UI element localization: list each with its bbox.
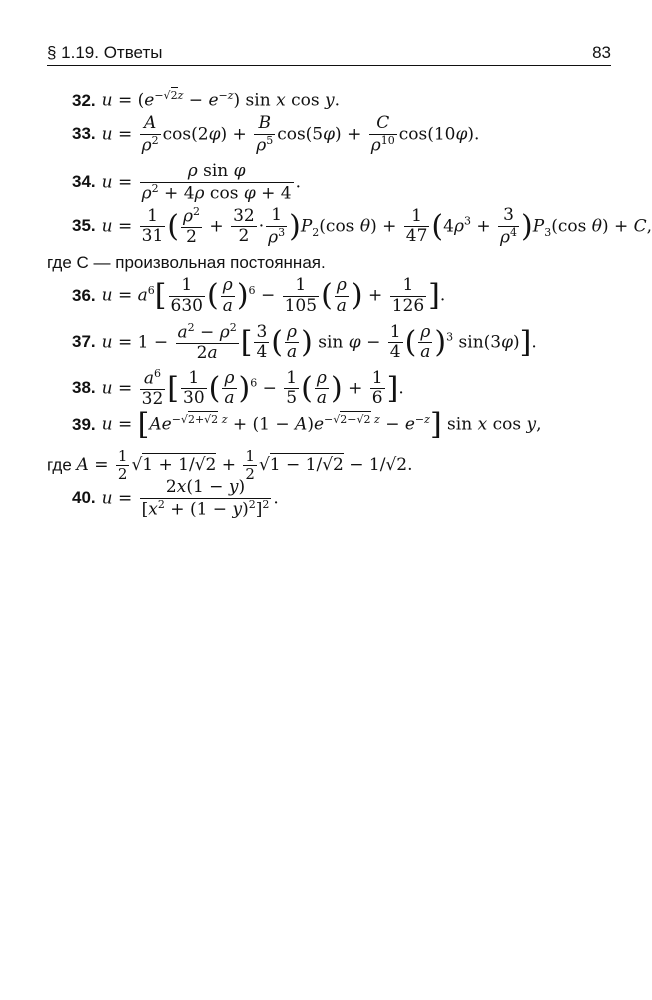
answer-32: 32. $u = (e^{-√2z} - e^{-z})$ sin x cos y.	[72, 89, 340, 111]
running-header	[47, 40, 611, 66]
answer-39: 39. $u = [Ae^{-√2+√2 z} + (1 - A)e^{-√2-√2 z} - e^{-z}]$ sin x cos y,	[72, 407, 542, 442]
answer-33: 33. u = $\frac{A}{\rho^2}$ cos(2φ) + $\frac{B}{\rho^5}$ cos(5φ) + $\frac{C}{\rho^{10}}$ cos(10φ).	[72, 113, 480, 156]
note-constant-a: где A = $\frac{1}{2}$ √1 + 1/√2 + $\frac{1}{2}$ √1 − 1/√2 − 1/√2.	[47, 447, 413, 484]
answer-number: 37.	[72, 332, 96, 352]
answer-number: 34.	[72, 172, 96, 192]
page-number: 83	[592, 43, 611, 62]
answer-number: 33.	[72, 124, 96, 144]
section-title: § 1.19. Ответы	[47, 43, 163, 62]
answer-number: 32.	[72, 90, 96, 110]
answer-38: 38. u = $\frac{a^6}{32}$ [ $\frac{1}{30}$ ( $\frac{\rho}{a}$ )$^6$ − $\frac{1}{5}$ ( $\frac{\rho}{a}$ ) + $\frac{1}{6}$ ].	[72, 367, 404, 410]
answer-number: 36.	[72, 285, 96, 305]
answer-40: 40. u = $\frac{2x(1 - y)}{[x^2 + (1 - y)^2]^2}$ .	[72, 477, 279, 520]
answer-35: 35. u = $\frac{1}{31}$ ( $\frac{\rho^2}{2}$ + $\frac{32}{2}$ · $\frac{1}{\rho^3}$ )$P_2(\cos$ θ) + $\frac{1}{47}$ ($4\rho^3$ + $\frac{3}{\rho^4}$ )$P_3(\cos$ θ) + C,	[72, 205, 652, 248]
note-arbitrary-constant: где C — произвольная постоянная.	[47, 253, 326, 272]
answer-37: 37. u = 1 − $\frac{a^2 - \rho^2}{2a}$ [ $\frac{3}{4}$ ( $\frac{\rho}{a}$ ) sin φ − $\frac{1}{4}$ ( $\frac{\rho}{a}$ )$^3$ sin(3φ)].	[72, 321, 537, 364]
answer-number: 39.	[72, 414, 96, 434]
header-rule	[47, 65, 611, 66]
answer-number: 35.	[72, 216, 96, 236]
answer-34: 34. u = $\frac{\text{ρ sin φ}}{\rho^2 + 4\rho \cos \varphi + 4}$ .	[72, 161, 302, 204]
answer-number: 38.	[72, 378, 96, 398]
answer-36: 36. $u = a^6$[ $\frac{1}{630}$ ( $\frac{\rho}{a}$ )$^6$ − $\frac{1}{105}$ ( $\frac{\rho}{a}$ ) + $\frac{1}{126}$ ].	[72, 275, 446, 316]
answer-number: 40.	[72, 488, 96, 508]
